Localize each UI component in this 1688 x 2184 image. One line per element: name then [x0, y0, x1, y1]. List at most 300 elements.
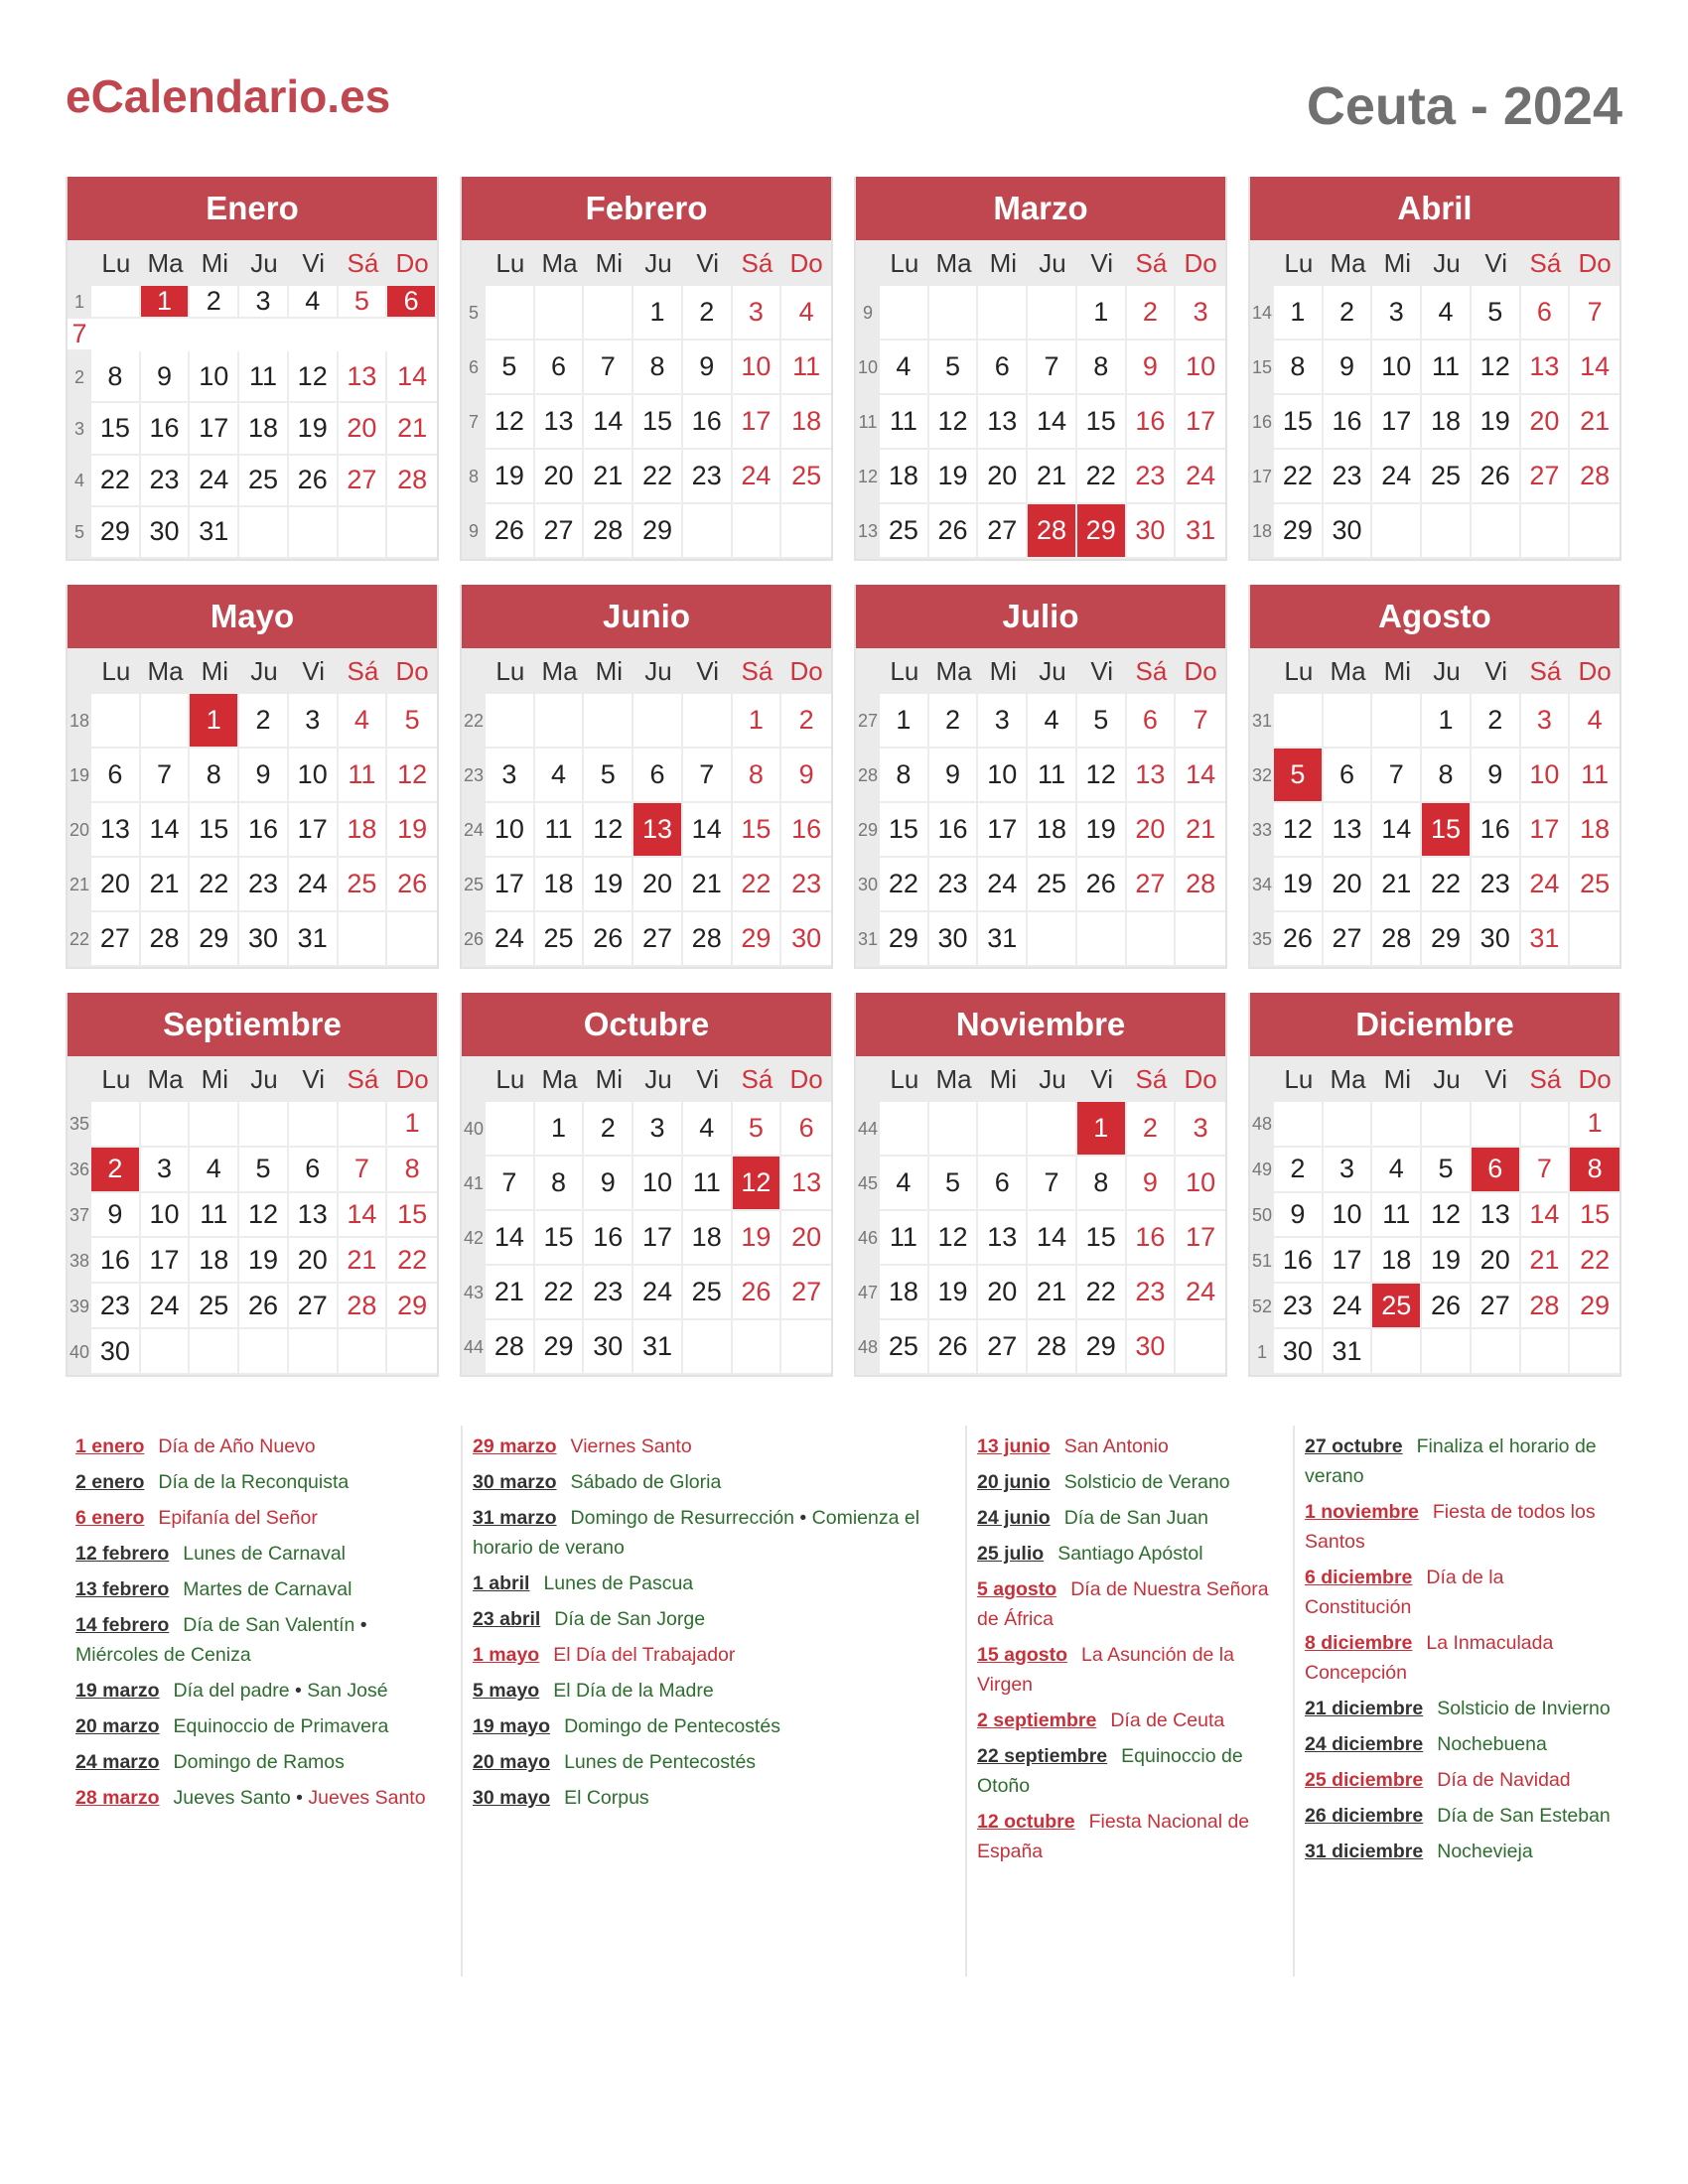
day-cell[interactable]: 10: [1176, 341, 1225, 395]
day-cell[interactable]: 27: [1521, 450, 1571, 504]
day-cell[interactable]: 4: [535, 749, 585, 803]
day-cell[interactable]: 5: [387, 694, 437, 749]
day-cell[interactable]: 18: [880, 1266, 929, 1320]
day-cell[interactable]: 21: [584, 450, 633, 504]
day-cell[interactable]: 14: [486, 1211, 535, 1266]
day-cell[interactable]: 9: [781, 749, 831, 803]
day-cell[interactable]: 12: [929, 1211, 979, 1266]
day-cell[interactable]: 30: [1274, 1329, 1324, 1375]
day-cell[interactable]: 30: [239, 912, 289, 967]
day-cell[interactable]: 11: [683, 1157, 733, 1211]
day-cell[interactable]: 23: [1274, 1284, 1324, 1329]
day-cell[interactable]: 3: [733, 286, 782, 341]
day-cell[interactable]: 2: [781, 694, 831, 749]
day-cell[interactable]: 11: [880, 1211, 929, 1266]
day-cell[interactable]: 9: [1274, 1193, 1324, 1239]
day-cell[interactable]: 30: [141, 507, 191, 559]
day-cell[interactable]: 26: [486, 504, 535, 559]
day-cell[interactable]: 28: [387, 456, 437, 507]
day-cell[interactable]: 15: [1570, 1193, 1619, 1239]
day-cell[interactable]: 18: [239, 403, 289, 455]
day-cell[interactable]: 6: [1521, 286, 1571, 341]
day-cell[interactable]: 11: [1422, 341, 1472, 395]
day-cell[interactable]: 11: [880, 395, 929, 450]
day-cell[interactable]: 13: [339, 351, 388, 403]
day-cell[interactable]: 8: [1422, 749, 1472, 803]
day-cell[interactable]: 5: [239, 1148, 289, 1193]
day-cell[interactable]: 11: [781, 341, 831, 395]
day-cell[interactable]: 7: [141, 749, 191, 803]
day-cell[interactable]: 7: [1028, 341, 1077, 395]
day-cell[interactable]: 20: [1127, 803, 1177, 858]
day-cell[interactable]: 21: [339, 1238, 388, 1284]
day-cell[interactable]: 21: [1521, 1238, 1571, 1284]
day-cell[interactable]: 23: [781, 858, 831, 912]
day-cell[interactable]: 6: [1127, 694, 1177, 749]
day-cell[interactable]: 7: [339, 1148, 388, 1193]
day-cell[interactable]: 11: [339, 749, 388, 803]
day-cell[interactable]: 15: [1077, 395, 1127, 450]
day-cell[interactable]: 5: [1077, 694, 1127, 749]
day-cell[interactable]: 26: [929, 1320, 979, 1375]
day-cell[interactable]: 15: [190, 803, 239, 858]
day-cell[interactable]: 8: [1077, 1157, 1127, 1211]
day-cell[interactable]: 4: [781, 286, 831, 341]
day-cell[interactable]: 10: [289, 749, 339, 803]
day-cell[interactable]: 17: [486, 858, 535, 912]
day-cell[interactable]: 20: [1472, 1238, 1521, 1284]
day-cell[interactable]: 26: [1472, 450, 1521, 504]
day-cell[interactable]: 31: [1176, 504, 1225, 559]
day-cell[interactable]: 10: [1324, 1193, 1373, 1239]
day-cell[interactable]: 18: [880, 450, 929, 504]
day-cell[interactable]: 22: [190, 858, 239, 912]
day-cell[interactable]: 21: [1028, 1266, 1077, 1320]
day-cell[interactable]: 21: [1570, 395, 1619, 450]
day-cell[interactable]: 19: [929, 450, 979, 504]
day-cell[interactable]: 5: [1422, 1148, 1472, 1193]
day-cell[interactable]: 3: [633, 1102, 683, 1157]
day-cell[interactable]: 2: [1472, 694, 1521, 749]
day-cell[interactable]: 7: [1521, 1148, 1571, 1193]
day-cell[interactable]: 28: [339, 1284, 388, 1329]
day-cell[interactable]: 3: [289, 694, 339, 749]
day-cell[interactable]: 14: [683, 803, 733, 858]
day-cell[interactable]: 10: [1176, 1157, 1225, 1211]
day-cell[interactable]: 30: [781, 912, 831, 967]
day-cell[interactable]: 30: [929, 912, 979, 967]
day-cell[interactable]: 9: [929, 749, 979, 803]
day-cell[interactable]: 8: [733, 749, 782, 803]
day-cell[interactable]: 2: [1324, 286, 1373, 341]
day-cell[interactable]: 19: [1077, 803, 1127, 858]
day-cell[interactable]: 23: [141, 456, 191, 507]
day-cell[interactable]: 24: [141, 1284, 191, 1329]
day-cell[interactable]: 17: [190, 403, 239, 455]
day-cell[interactable]: 14: [584, 395, 633, 450]
day-cell[interactable]: 21: [486, 1266, 535, 1320]
day-cell[interactable]: 28: [683, 912, 733, 967]
day-cell[interactable]: 24: [1521, 858, 1571, 912]
day-cell[interactable]: 11: [190, 1193, 239, 1239]
day-cell[interactable]: 3: [1176, 286, 1225, 341]
day-cell[interactable]: 15: [535, 1211, 585, 1266]
day-cell[interactable]: 29: [535, 1320, 585, 1375]
day-cell[interactable]: 30: [1127, 504, 1177, 559]
day-cell[interactable]: 12: [239, 1193, 289, 1239]
day-cell[interactable]: 21: [1028, 450, 1077, 504]
day-cell[interactable]: 18: [339, 803, 388, 858]
day-cell[interactable]: 2: [683, 286, 733, 341]
day-cell[interactable]: 6: [387, 286, 437, 319]
day-cell[interactable]: 5: [1274, 749, 1324, 803]
day-cell[interactable]: 4: [880, 341, 929, 395]
day-cell[interactable]: 28: [1176, 858, 1225, 912]
day-cell[interactable]: 3: [1176, 1102, 1225, 1157]
day-cell[interactable]: 17: [1176, 1211, 1225, 1266]
day-cell[interactable]: 19: [289, 403, 339, 455]
day-cell[interactable]: 16: [1127, 395, 1177, 450]
day-cell[interactable]: 28: [486, 1320, 535, 1375]
day-cell[interactable]: 16: [929, 803, 979, 858]
day-cell[interactable]: 26: [584, 912, 633, 967]
day-cell[interactable]: 16: [1324, 395, 1373, 450]
day-cell[interactable]: 28: [141, 912, 191, 967]
day-cell[interactable]: 30: [1127, 1320, 1177, 1375]
day-cell[interactable]: 3: [486, 749, 535, 803]
day-cell[interactable]: 4: [880, 1157, 929, 1211]
day-cell[interactable]: 5: [339, 286, 388, 319]
day-cell[interactable]: 22: [1077, 450, 1127, 504]
day-cell[interactable]: 6: [978, 341, 1028, 395]
day-cell[interactable]: 1: [190, 694, 239, 749]
day-cell[interactable]: 30: [1324, 504, 1373, 559]
day-cell[interactable]: 15: [880, 803, 929, 858]
day-cell[interactable]: 22: [387, 1238, 437, 1284]
day-cell[interactable]: 21: [387, 403, 437, 455]
day-cell[interactable]: 6: [978, 1157, 1028, 1211]
day-cell[interactable]: 9: [1472, 749, 1521, 803]
day-cell[interactable]: 12: [733, 1157, 782, 1211]
day-cell[interactable]: 1: [141, 286, 191, 319]
day-cell[interactable]: 16: [141, 403, 191, 455]
day-cell[interactable]: 23: [1127, 1266, 1177, 1320]
day-cell[interactable]: 27: [633, 912, 683, 967]
day-cell[interactable]: 19: [239, 1238, 289, 1284]
day-cell[interactable]: 10: [633, 1157, 683, 1211]
day-cell[interactable]: 4: [1570, 694, 1619, 749]
day-cell[interactable]: 2: [91, 1148, 141, 1193]
day-cell[interactable]: 22: [733, 858, 782, 912]
day-cell[interactable]: 18: [1028, 803, 1077, 858]
day-cell[interactable]: 29: [190, 912, 239, 967]
day-cell[interactable]: 8: [1274, 341, 1324, 395]
day-cell[interactable]: 12: [289, 351, 339, 403]
day-cell[interactable]: 25: [683, 1266, 733, 1320]
day-cell[interactable]: 12: [1274, 803, 1324, 858]
day-cell[interactable]: 8: [535, 1157, 585, 1211]
day-cell[interactable]: 28: [1028, 504, 1077, 559]
day-cell[interactable]: 16: [584, 1211, 633, 1266]
day-cell[interactable]: 24: [978, 858, 1028, 912]
day-cell[interactable]: 31: [190, 507, 239, 559]
day-cell[interactable]: 23: [929, 858, 979, 912]
day-cell[interactable]: 11: [1372, 1193, 1422, 1239]
day-cell[interactable]: 19: [1274, 858, 1324, 912]
day-cell[interactable]: 20: [535, 450, 585, 504]
day-cell[interactable]: 2: [929, 694, 979, 749]
day-cell[interactable]: 6: [633, 749, 683, 803]
day-cell[interactable]: 18: [683, 1211, 733, 1266]
day-cell[interactable]: 16: [1274, 1238, 1324, 1284]
day-cell[interactable]: 24: [289, 858, 339, 912]
day-cell[interactable]: 1: [387, 1102, 437, 1148]
day-cell[interactable]: 20: [1324, 858, 1373, 912]
day-cell[interactable]: 13: [1472, 1193, 1521, 1239]
day-cell[interactable]: 7: [584, 341, 633, 395]
day-cell[interactable]: 19: [486, 450, 535, 504]
day-cell[interactable]: 8: [387, 1148, 437, 1193]
day-cell[interactable]: 30: [1472, 912, 1521, 967]
day-cell[interactable]: 14: [141, 803, 191, 858]
day-cell[interactable]: 9: [1324, 341, 1373, 395]
day-cell[interactable]: 30: [584, 1320, 633, 1375]
day-cell[interactable]: 22: [880, 858, 929, 912]
day-cell[interactable]: 23: [239, 858, 289, 912]
day-cell[interactable]: 10: [978, 749, 1028, 803]
day-cell[interactable]: 14: [1028, 395, 1077, 450]
day-cell[interactable]: 13: [1127, 749, 1177, 803]
day-cell[interactable]: 17: [1324, 1238, 1373, 1284]
day-cell[interactable]: 4: [289, 286, 339, 319]
day-cell[interactable]: 9: [239, 749, 289, 803]
day-cell[interactable]: 11: [1028, 749, 1077, 803]
day-cell[interactable]: 27: [1127, 858, 1177, 912]
day-cell[interactable]: 7: [1028, 1157, 1077, 1211]
day-cell[interactable]: 14: [339, 1193, 388, 1239]
day-cell[interactable]: 3: [1372, 286, 1422, 341]
day-cell[interactable]: 25: [1028, 858, 1077, 912]
day-cell[interactable]: 19: [1472, 395, 1521, 450]
day-cell[interactable]: 8: [190, 749, 239, 803]
day-cell[interactable]: 4: [339, 694, 388, 749]
day-cell[interactable]: 13: [1521, 341, 1571, 395]
day-cell[interactable]: 25: [339, 858, 388, 912]
day-cell[interactable]: 6: [1324, 749, 1373, 803]
day-cell[interactable]: 29: [1077, 504, 1127, 559]
day-cell[interactable]: 1: [1274, 286, 1324, 341]
day-cell[interactable]: 28: [1372, 912, 1422, 967]
day-cell[interactable]: 27: [289, 1284, 339, 1329]
day-cell[interactable]: 13: [91, 803, 141, 858]
day-cell[interactable]: 13: [978, 1211, 1028, 1266]
day-cell[interactable]: 22: [1422, 858, 1472, 912]
day-cell[interactable]: 18: [1570, 803, 1619, 858]
day-cell[interactable]: 24: [1324, 1284, 1373, 1329]
day-cell[interactable]: 25: [1422, 450, 1472, 504]
day-cell[interactable]: 7: [683, 749, 733, 803]
day-cell[interactable]: 19: [929, 1266, 979, 1320]
day-cell[interactable]: 26: [733, 1266, 782, 1320]
day-cell[interactable]: 29: [1274, 504, 1324, 559]
day-cell[interactable]: 15: [1422, 803, 1472, 858]
day-cell[interactable]: 11: [239, 351, 289, 403]
day-cell[interactable]: 19: [387, 803, 437, 858]
day-cell[interactable]: 27: [1472, 1284, 1521, 1329]
day-cell[interactable]: 26: [1274, 912, 1324, 967]
day-cell[interactable]: 5: [584, 749, 633, 803]
day-cell[interactable]: 7: [1372, 749, 1422, 803]
day-cell[interactable]: 1: [633, 286, 683, 341]
day-cell[interactable]: 14: [1028, 1211, 1077, 1266]
day-cell[interactable]: 23: [683, 450, 733, 504]
day-cell[interactable]: 1: [733, 694, 782, 749]
day-cell[interactable]: 10: [1372, 341, 1422, 395]
day-cell[interactable]: 29: [387, 1284, 437, 1329]
day-cell[interactable]: 9: [91, 1193, 141, 1239]
day-cell[interactable]: 16: [781, 803, 831, 858]
day-cell[interactable]: 16: [239, 803, 289, 858]
day-cell[interactable]: 21: [1372, 858, 1422, 912]
day-cell[interactable]: 17: [633, 1211, 683, 1266]
day-cell[interactable]: 3: [1324, 1148, 1373, 1193]
day-cell[interactable]: 8: [1570, 1148, 1619, 1193]
day-cell[interactable]: 17: [289, 803, 339, 858]
day-cell[interactable]: 1: [1570, 1102, 1619, 1148]
day-cell[interactable]: 5: [929, 341, 979, 395]
day-cell[interactable]: 1: [1077, 1102, 1127, 1157]
day-cell[interactable]: 2: [1127, 1102, 1177, 1157]
day-cell[interactable]: 13: [535, 395, 585, 450]
day-cell[interactable]: 9: [683, 341, 733, 395]
day-cell[interactable]: 26: [289, 456, 339, 507]
day-cell[interactable]: 14: [387, 351, 437, 403]
day-cell[interactable]: 20: [289, 1238, 339, 1284]
day-cell[interactable]: 12: [486, 395, 535, 450]
day-cell[interactable]: 8: [1077, 341, 1127, 395]
day-cell[interactable]: 22: [1274, 450, 1324, 504]
day-cell[interactable]: 18: [781, 395, 831, 450]
day-cell[interactable]: 27: [978, 1320, 1028, 1375]
day-cell[interactable]: 11: [535, 803, 585, 858]
day-cell[interactable]: 4: [1422, 286, 1472, 341]
day-cell[interactable]: 5: [1472, 286, 1521, 341]
day-cell[interactable]: 2: [1274, 1148, 1324, 1193]
day-cell[interactable]: 17: [1176, 395, 1225, 450]
day-cell[interactable]: 7: [1176, 694, 1225, 749]
day-cell[interactable]: 12: [387, 749, 437, 803]
day-cell[interactable]: 22: [91, 456, 141, 507]
day-cell[interactable]: 18: [190, 1238, 239, 1284]
day-cell[interactable]: 29: [633, 504, 683, 559]
day-cell[interactable]: 31: [633, 1320, 683, 1375]
day-cell[interactable]: 12: [584, 803, 633, 858]
day-cell[interactable]: 28: [1028, 1320, 1077, 1375]
day-cell[interactable]: 5: [733, 1102, 782, 1157]
day-cell[interactable]: 17: [1521, 803, 1571, 858]
day-cell[interactable]: 14: [1372, 803, 1422, 858]
day-cell[interactable]: 15: [733, 803, 782, 858]
day-cell[interactable]: 24: [633, 1266, 683, 1320]
day-cell[interactable]: 29: [91, 507, 141, 559]
day-cell[interactable]: 20: [633, 858, 683, 912]
day-cell[interactable]: 12: [929, 395, 979, 450]
day-cell[interactable]: 2: [239, 694, 289, 749]
day-cell[interactable]: 24: [486, 912, 535, 967]
day-cell[interactable]: 4: [1028, 694, 1077, 749]
day-cell[interactable]: 23: [91, 1284, 141, 1329]
day-cell[interactable]: 10: [733, 341, 782, 395]
day-cell[interactable]: 27: [781, 1266, 831, 1320]
day-cell[interactable]: 28: [1521, 1284, 1571, 1329]
day-cell[interactable]: 15: [387, 1193, 437, 1239]
day-cell[interactable]: 27: [1324, 912, 1373, 967]
day-cell[interactable]: 14: [1176, 749, 1225, 803]
day-cell[interactable]: 23: [1472, 858, 1521, 912]
day-cell[interactable]: 15: [1274, 395, 1324, 450]
day-cell[interactable]: 2: [584, 1102, 633, 1157]
day-cell[interactable]: 23: [1324, 450, 1373, 504]
day-cell[interactable]: 24: [1176, 1266, 1225, 1320]
day-cell[interactable]: 7: [68, 319, 91, 351]
day-cell[interactable]: 29: [733, 912, 782, 967]
day-cell[interactable]: 7: [1570, 286, 1619, 341]
day-cell[interactable]: 1: [880, 694, 929, 749]
day-cell[interactable]: 2: [190, 286, 239, 319]
day-cell[interactable]: 5: [929, 1157, 979, 1211]
day-cell[interactable]: 24: [1372, 450, 1422, 504]
day-cell[interactable]: 12: [1472, 341, 1521, 395]
day-cell[interactable]: 22: [535, 1266, 585, 1320]
day-cell[interactable]: 18: [1372, 1238, 1422, 1284]
day-cell[interactable]: 26: [387, 858, 437, 912]
day-cell[interactable]: 31: [978, 912, 1028, 967]
day-cell[interactable]: 29: [1422, 912, 1472, 967]
day-cell[interactable]: 20: [91, 858, 141, 912]
day-cell[interactable]: 23: [1127, 450, 1177, 504]
brand-logo-text[interactable]: eCalendario.es: [66, 70, 391, 122]
day-cell[interactable]: 1: [1077, 286, 1127, 341]
day-cell[interactable]: 13: [781, 1157, 831, 1211]
day-cell[interactable]: 24: [190, 456, 239, 507]
day-cell[interactable]: 28: [1570, 450, 1619, 504]
day-cell[interactable]: 10: [486, 803, 535, 858]
day-cell[interactable]: 10: [141, 1193, 191, 1239]
day-cell[interactable]: 4: [190, 1148, 239, 1193]
day-cell[interactable]: 3: [239, 286, 289, 319]
day-cell[interactable]: 27: [91, 912, 141, 967]
day-cell[interactable]: 3: [1521, 694, 1571, 749]
day-cell[interactable]: 24: [1176, 450, 1225, 504]
day-cell[interactable]: 17: [978, 803, 1028, 858]
day-cell[interactable]: 5: [486, 341, 535, 395]
day-cell[interactable]: 10: [1521, 749, 1571, 803]
day-cell[interactable]: 1: [1422, 694, 1472, 749]
day-cell[interactable]: 14: [1570, 341, 1619, 395]
day-cell[interactable]: 20: [978, 450, 1028, 504]
day-cell[interactable]: 6: [91, 749, 141, 803]
day-cell[interactable]: 29: [1077, 1320, 1127, 1375]
day-cell[interactable]: 25: [880, 1320, 929, 1375]
day-cell[interactable]: 25: [239, 456, 289, 507]
day-cell[interactable]: 25: [880, 504, 929, 559]
day-cell[interactable]: 30: [91, 1329, 141, 1375]
day-cell[interactable]: 8: [880, 749, 929, 803]
day-cell[interactable]: 8: [633, 341, 683, 395]
day-cell[interactable]: 12: [1077, 749, 1127, 803]
day-cell[interactable]: 17: [141, 1238, 191, 1284]
day-cell[interactable]: 22: [1570, 1238, 1619, 1284]
